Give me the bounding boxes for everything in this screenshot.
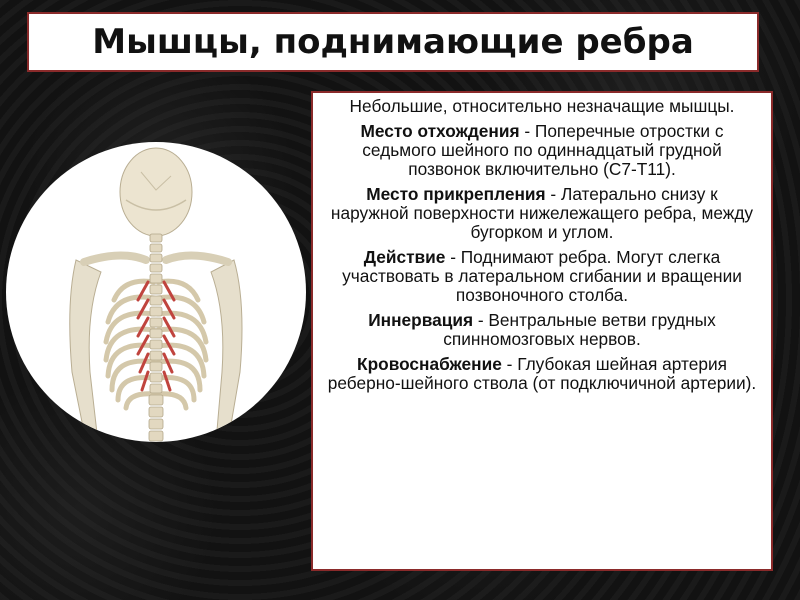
slide-title: Мышцы, поднимающие ребра [92,22,694,62]
innervation-text: - Вентральные ветви грудных спинномозговых нервов. [443,310,716,349]
innervation-heading: Иннервация [368,310,474,330]
paragraph-action [327,248,757,305]
blood-supply-text: - Глубокая шейная артерия реберно-шейного ствола (от подключичной артерии). [327,354,757,393]
paragraph-origin [327,122,757,179]
insertion-text: - Латерально снизу к наружной поверхности нижележащего ребра, между бугорком и углом. [330,184,754,242]
spine-ribcage-icon [6,142,306,442]
title-box [27,12,759,72]
paragraph-intro: Небольшие, относительно незначащие мышцы. [349,96,735,116]
anatomy-illustration [6,142,306,442]
origin-heading: Место отхождения [360,121,520,141]
paragraph-blood-supply [327,355,757,393]
paragraph-insertion [327,185,757,242]
description-box [311,91,773,571]
action-heading: Действие [363,247,446,267]
origin-text: - Поперечные отростки с седьмого шейного по одиннадцатый грудной позвонок включительно (С7-Т11). [362,121,724,179]
action-text: - Поднимают ребра. Могут слегка участвовать в латеральном сгибании и вращении позвоночного столба. [342,247,742,305]
blood-supply-heading: Кровоснабжение [357,354,502,374]
paragraph-innervation [327,311,757,349]
insertion-heading: Место прикрепления [366,184,546,204]
